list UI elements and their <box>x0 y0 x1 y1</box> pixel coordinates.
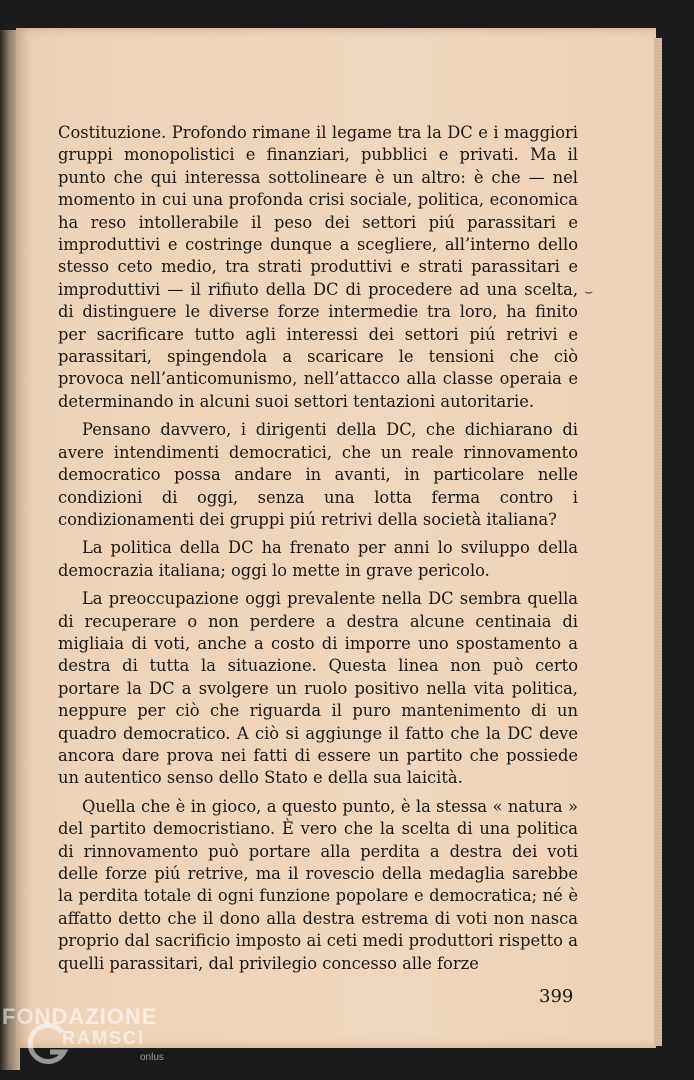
body-text <box>58 122 578 981</box>
paragraph-5: Quella che è in gioco, a questo punto, è la stessa « natura » del partito democristiano. È vero che la scelta di una politica di rinnovamento può portare alla perdita a destra dei voti delle forze piú retrive, ma il rovescio della medaglia sarebbe la perdita totale di ogni funzione popolare e democratica; né è affatto detto che il dono alla destra estrema di voti non nasca proprio dal sacrificio imposto ai ceti medi produttori rispetto a quelli parassitari, dal privilegio concesso alle forze <box>58 796 578 973</box>
page-edge <box>654 38 662 1046</box>
watermark-logo <box>0 1000 200 1080</box>
paragraph-3: La politica della DC ha frenato per anni lo sviluppo della democrazia italiana; oggi lo mette in grave pericolo. <box>58 538 578 580</box>
paragraph-4: La preoccupazione oggi prevalente nella DC sembra quella di recuperare o non perdere a destra alcune centinaia di migliaia di voti, anche a costo di imporre uno spostamento a destra di tutta la situazione. Questa linea non può certo portare la DC a svolgere un ruolo positivo nella vita politica, neppure per ciò che riguarda il puro mantenimento di un quadro democratico. A ciò si aggiunge il fatto che la DC deve ancora dare prova nei fatti di essere un partito che possiede un autentico senso dello Stato e della sua laicità. <box>58 589 578 788</box>
page-number: 399 <box>539 986 574 1007</box>
watermark-line-1: FONDAZIONE <box>2 1004 158 1029</box>
paragraph-2: Pensano davvero, i dirigenti della DC, che dichiarano di avere intendimenti democratici, che un reale rinnovamento democratico possa andare in avanti, in particolare nelle condizioni di oggi, senza una lotta ferma contro i condizionamenti dei gruppi piú retrivi della società italiana? <box>58 420 578 529</box>
margin-mark: ⌣ <box>584 284 594 300</box>
paragraph-1: Costituzione. Profondo rimane il legame tra la DC e i maggiori gruppi monopolistici e finanziari, pubblici e privati. Ma il punto che qui interessa sottolineare è un altro: è che — nel momento in cui una profonda crisi sociale, politica, economica ha reso intollerabile il peso dei settori piú parassitari e improduttivi e costringe dunque a scegliere, all’interno dello stesso ceto medio, tra strati produttivi e strati parassitari e improduttivi — il rifiuto della DC di procedere ad una scelta, di distinguere le diverse forze intermedie tra loro, ha finito per sacrificare tutto agli interessi dei settori piú retrivi e parassitari, spingendola a scaricare le tensioni che ciò provoca nell’anticomunismo, nell’attacco alla classe operaia e determinando in alcuni suoi settori tentazioni autoritarie. <box>58 123 578 411</box>
watermark-line-2: RAMSCI <box>62 1028 145 1048</box>
watermark-line-3: onlus <box>140 1052 164 1063</box>
